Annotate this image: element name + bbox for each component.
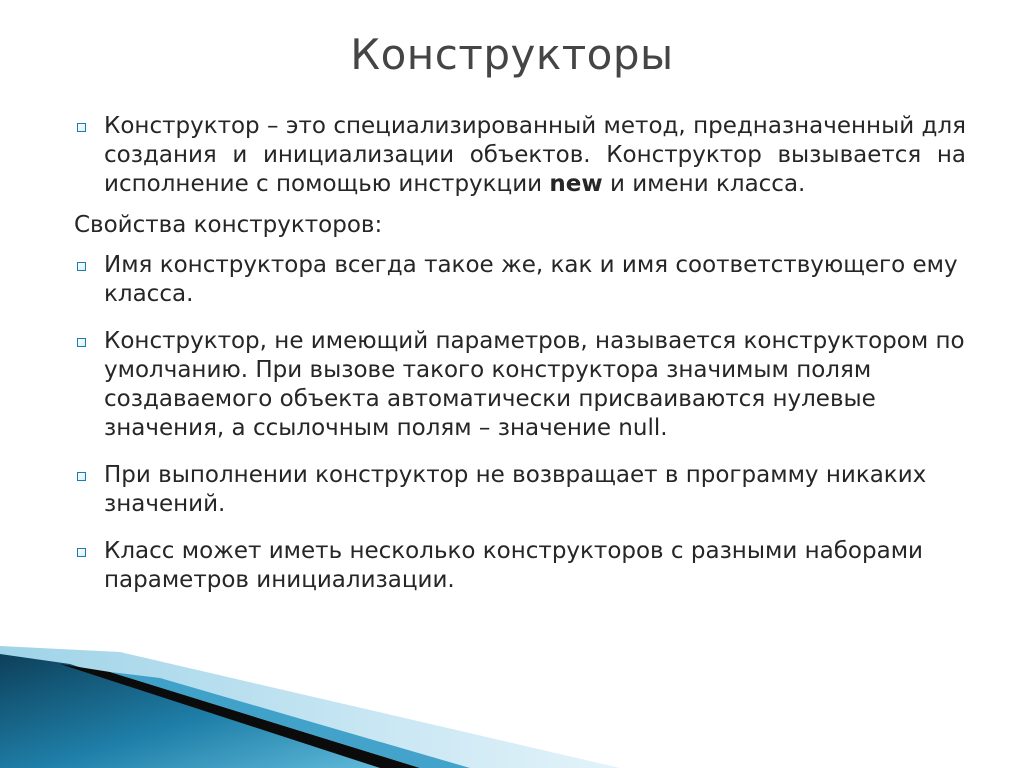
square-bullet-icon — [77, 548, 86, 557]
intro-text-after: и имени класса. — [602, 171, 806, 197]
wave-decoration — [0, 646, 1024, 768]
property-text-1: Имя конструктора всегда такое же, как и имя соответствующего ему класса. — [104, 252, 958, 307]
square-bullet-icon — [77, 338, 86, 347]
square-bullet-icon — [77, 472, 86, 481]
square-bullet-icon — [77, 123, 86, 132]
intro-text-before: Конструктор – это специализированный метод, предназначенный для создания и инициализации объектов. Конструктор вызывается на исполнение с помощью инструкции — [104, 113, 966, 197]
intro-bullet — [74, 112, 966, 199]
property-text-2: Конструктор, не имеющий параметров, называется конструктором по умолчанию. При вызове такого конструктора значимым полям создаваемого объекта автоматически присваиваются нулевые значения, а ссылочным полям – значение null. — [104, 328, 965, 441]
property-item-3 — [74, 461, 966, 519]
property-item-2 — [74, 327, 966, 443]
slide-content — [74, 112, 966, 595]
properties-heading: Свойства конструкторов: — [74, 212, 383, 238]
slide-title: Конструкторы — [350, 30, 674, 79]
property-text-3: При выполнении конструктор не возвращает в программу никаких значений. — [104, 462, 927, 517]
property-item-1 — [74, 251, 966, 309]
property-text-4: Класс может иметь несколько конструкторов с разными наборами параметров инициализации. — [104, 538, 923, 593]
property-item-4 — [74, 537, 966, 595]
square-bullet-icon — [77, 262, 86, 271]
intro-keyword: new — [549, 171, 603, 197]
